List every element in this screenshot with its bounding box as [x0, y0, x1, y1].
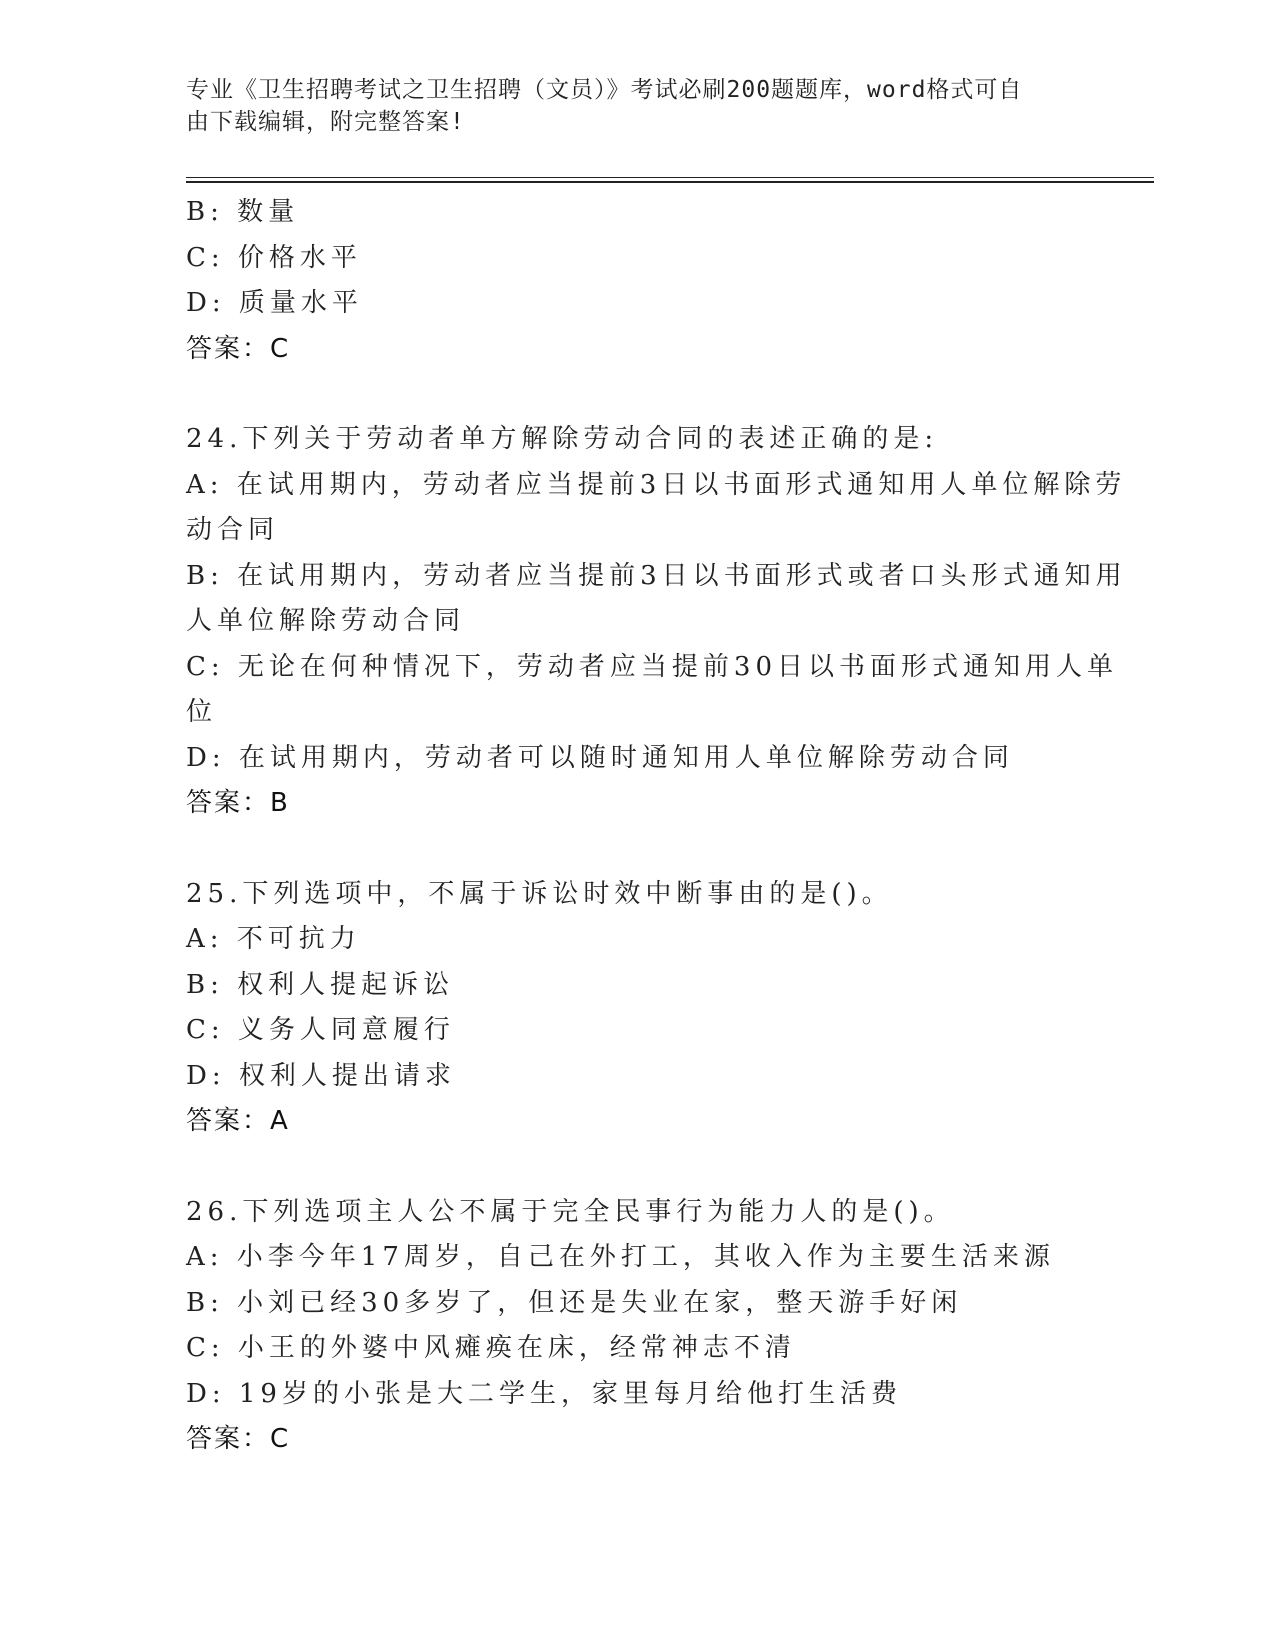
question-stem: 26.下列选项主人公不属于完全民事行为能力人的是()。 — [186, 1196, 955, 1227]
option-a: A: 在试用期内，劳动者应当提前3日以书面形式通知用人单位解除劳 — [186, 469, 1127, 500]
answer-line: 答案：C — [186, 1424, 291, 1454]
answer-line: 答案：B — [186, 788, 290, 818]
option-d: D: 权利人提出请求 — [186, 1060, 456, 1091]
option-c-continued: 位 — [186, 697, 218, 727]
header-divider-thick — [186, 181, 1154, 183]
option-c: C: 价格水平 — [186, 242, 362, 273]
question-block-25 — [186, 872, 1086, 1145]
option-c: C: 义务人同意履行 — [186, 1015, 455, 1045]
option-b: B: 小刘已经30多岁了，但还是失业在家，整天游手好闲 — [186, 1287, 963, 1318]
header-line-1: 专业《卫生招聘考试之卫生招聘（文员）》考试必刷200题题库，word格式可自 — [186, 77, 1023, 103]
option-d: D: 在试用期内，劳动者可以随时通知用人单位解除劳动合同 — [186, 742, 1014, 773]
spacer — [186, 372, 1086, 417]
spacer — [186, 827, 1086, 872]
option-a: A: 不可抗力 — [186, 924, 361, 954]
question-block-26 — [186, 1190, 1086, 1463]
question-block-prev — [186, 190, 1086, 372]
answer-line: 答案：C — [186, 333, 291, 364]
option-d: D: 19岁的小张是大二学生，家里每月给他打生活费 — [186, 1378, 902, 1409]
document-header — [186, 74, 1066, 138]
option-c: C: 无论在何种情况下，劳动者应当提前30日以书面形式通知用人单 — [186, 651, 1119, 682]
option-b: B: 在试用期内，劳动者应当提前3日以书面形式或者口头形式通知用 — [186, 560, 1127, 591]
question-stem: 25.下列选项中，不属于诉讼时效中断事由的是()。 — [186, 878, 893, 909]
question-stem: 24.下列关于劳动者单方解除劳动合同的表述正确的是: — [186, 424, 939, 454]
header-line-2: 由下载编辑，附完整答案! — [186, 109, 465, 135]
option-d: D: 质量水平 — [186, 288, 363, 318]
option-a: A: 小李今年17周岁，自己在外打工，其收入作为主要生活来源 — [186, 1242, 1055, 1272]
option-b: B: 数量 — [186, 197, 300, 227]
option-c: C: 小王的外婆中风瘫痪在床，经常神志不清 — [186, 1333, 796, 1363]
option-b: B: 权利人提起诉讼 — [186, 969, 455, 1000]
header-divider-thin — [186, 177, 1154, 178]
spacer — [186, 1145, 1086, 1190]
answer-line: 答案：A — [186, 1106, 290, 1136]
option-a-continued: 动合同 — [186, 515, 280, 545]
question-list — [186, 190, 1127, 1463]
question-block-24 — [186, 417, 1127, 827]
option-b-continued: 人单位解除劳动合同 — [186, 606, 466, 636]
